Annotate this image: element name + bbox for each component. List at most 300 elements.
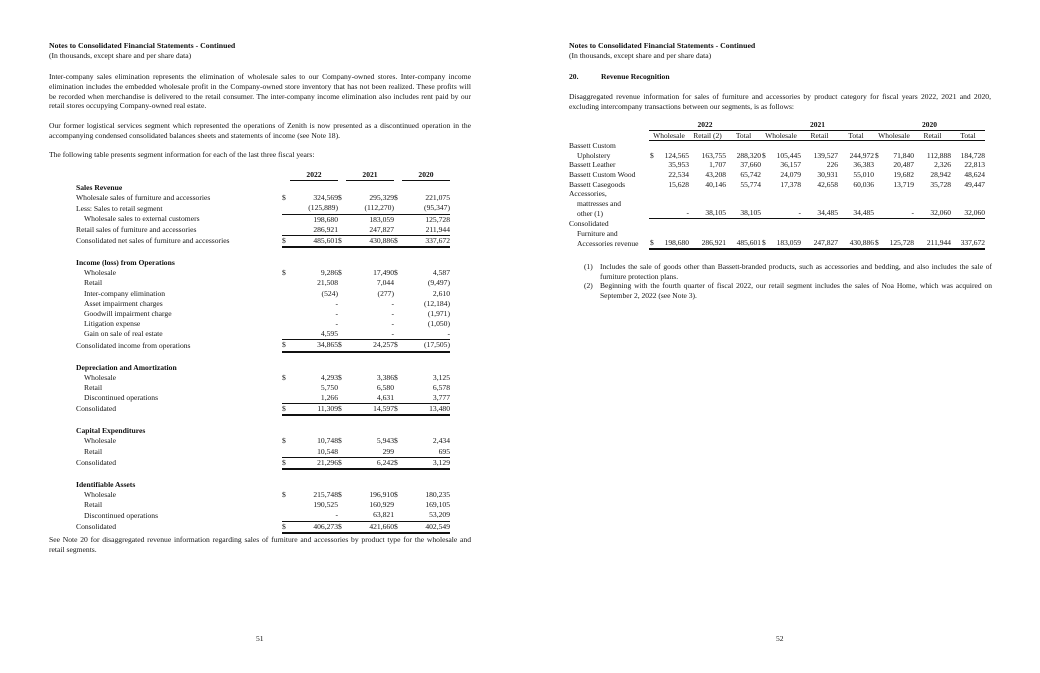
table-row <box>569 180 985 190</box>
table-row <box>569 141 985 151</box>
dollar-sign <box>338 383 346 393</box>
dollar-sign <box>282 447 290 458</box>
table-row <box>76 340 450 352</box>
table-row <box>76 235 450 247</box>
value-text: 430,886 <box>849 238 874 248</box>
dollar-sign <box>394 393 402 404</box>
column-header: Wholesale <box>874 130 914 141</box>
cell-value: (112,270) <box>346 203 394 214</box>
dollar-sign: $ <box>338 235 346 247</box>
section-heading: Identifiable Assets <box>76 479 136 489</box>
dollar-sign <box>282 329 290 340</box>
row-label: Retail <box>84 500 103 510</box>
section-title: Revenue Recognition <box>601 72 670 81</box>
value-text: 34,485 <box>817 208 838 218</box>
dollar-sign <box>282 510 290 521</box>
year-group-header: 2020 <box>874 120 985 130</box>
dollar-sign <box>394 214 402 225</box>
value-text: 163,755 <box>701 150 726 160</box>
cell-value: 198,680 <box>313 214 338 224</box>
value-text: 125,728 <box>889 238 914 248</box>
cell-value <box>761 160 801 170</box>
table-row <box>76 393 450 404</box>
value-text: 112,888 <box>926 150 951 160</box>
dollar-sign <box>338 329 346 340</box>
year-group-header: 2022 <box>649 120 761 130</box>
cell-value: 211,944 <box>402 225 450 236</box>
cell-value: 3,386 <box>376 372 394 382</box>
dollar-sign <box>394 447 402 458</box>
cell-value <box>874 208 914 218</box>
column-header: Total <box>951 130 985 141</box>
cell-value: 421,660 <box>346 521 394 533</box>
cell-value: 299 <box>346 447 394 458</box>
table-row <box>76 203 450 214</box>
table-row <box>569 229 985 239</box>
value-text: 60,036 <box>853 179 874 189</box>
value-text: 35,953 <box>668 160 689 170</box>
footnote-text: Beginning with the fourth quarter of fiscal 2022, our retail segment includes the sales of Noa Home, which was acquired on September 2, 2022 (see Note 3). <box>600 281 992 300</box>
cell-value <box>761 151 801 161</box>
table-row <box>76 299 450 309</box>
cell-value: - <box>290 510 338 521</box>
cell-value <box>838 208 874 218</box>
dollar-sign <box>338 299 346 309</box>
value-text: 13,719 <box>893 179 914 189</box>
row-label: Upholstery <box>577 150 611 160</box>
cell-value <box>726 208 761 218</box>
cell-value <box>649 180 689 190</box>
dollar-sign: $ <box>282 193 286 203</box>
cell-value: 6,580 <box>376 382 394 392</box>
cell-value <box>649 208 689 218</box>
year-group-row <box>569 120 985 130</box>
cell-value <box>801 151 838 161</box>
cell-value <box>801 170 838 180</box>
table-row <box>569 218 985 228</box>
row-label: Asset impairment charges <box>84 298 163 308</box>
cell-value: 6,578 <box>432 382 450 392</box>
table-row <box>76 490 450 500</box>
value-text: 247,827 <box>813 238 838 248</box>
cell-value <box>801 180 838 190</box>
dollar-sign: $ <box>762 238 766 248</box>
section-number: 20. <box>569 72 579 81</box>
dollar-sign: $ <box>282 404 290 416</box>
table-row <box>76 309 450 319</box>
year-header: 2021 <box>346 170 394 181</box>
dollar-sign <box>394 500 402 510</box>
cell-value <box>951 238 985 249</box>
cell-value: (1,971) <box>427 308 450 318</box>
cell-value <box>838 238 874 249</box>
cell-value: 24,257 <box>346 340 394 352</box>
cell-value: 4,631 <box>346 393 394 404</box>
footnote <box>584 281 992 300</box>
cell-value: 3,125 <box>432 372 450 382</box>
table-row <box>76 278 450 288</box>
cell-value <box>951 151 985 161</box>
table-row <box>76 457 450 469</box>
cell-value <box>726 160 761 170</box>
cell-value <box>951 170 985 180</box>
cell-value <box>914 180 951 190</box>
dollar-sign <box>338 447 346 458</box>
value-text: 19,682 <box>893 169 914 179</box>
value-text: 183,059 <box>776 238 801 248</box>
row-label: other (1) <box>577 208 604 218</box>
cell-value <box>914 238 951 249</box>
cell-value: - <box>391 308 394 318</box>
table-row <box>569 238 985 249</box>
column-header-row <box>569 130 985 141</box>
cell-value <box>761 208 801 218</box>
cell-value <box>726 170 761 180</box>
value-text: 1,707 <box>709 160 726 170</box>
cell-value <box>761 170 801 180</box>
dollar-sign: $ <box>338 457 346 469</box>
cell-value <box>801 160 838 170</box>
page-right <box>520 0 1040 673</box>
cell-value <box>761 180 801 190</box>
table-row <box>76 225 450 236</box>
row-label: Discontinued operations <box>84 393 159 403</box>
dollar-sign <box>338 510 346 521</box>
row-label: Retail <box>84 278 103 288</box>
dollar-sign: $ <box>650 150 654 160</box>
column-header: Total <box>838 130 874 141</box>
table-row <box>76 319 450 329</box>
dollar-sign <box>282 319 290 329</box>
value-text: 38,105 <box>740 208 761 218</box>
cell-value <box>911 208 951 218</box>
dollar-sign <box>394 278 402 288</box>
dollar-sign <box>282 309 290 319</box>
row-label: Wholesale <box>84 372 117 382</box>
row-label: Inter-company elimination <box>84 288 166 298</box>
cell-value: (12,184) <box>424 298 450 308</box>
footnote <box>584 262 992 281</box>
cell-value: 485,601 <box>290 235 338 247</box>
dollar-sign: $ <box>394 340 402 352</box>
cell-value: 21,296 <box>290 457 338 469</box>
cell-value: 10,548 <box>290 447 338 458</box>
value-text: 38,105 <box>705 208 726 218</box>
table-row <box>76 404 450 416</box>
row-label: Bassett Casegoods <box>569 179 626 189</box>
left-paragraph-4: See Note 20 for disaggregated revenue information regarding sales of furniture and accessories by product type for the wholesale and retail segments. <box>49 535 471 554</box>
dollar-sign: $ <box>394 235 402 247</box>
table-row <box>569 208 985 218</box>
table-row <box>569 189 985 199</box>
table-row <box>76 289 450 299</box>
left-header-subtitle: (In thousands, except share and per share data) <box>49 51 192 60</box>
dollar-sign <box>282 225 290 236</box>
value-text: 65,742 <box>740 169 761 179</box>
dollar-sign: $ <box>394 436 398 446</box>
right-intro: Disaggregated revenue information for sales of furniture and accessories by product category for fiscal years 2022, 2021 and 2020, excluding intercompany transactions between our segments, is as follows: <box>569 92 991 111</box>
cell-value: 13,480 <box>402 404 450 416</box>
right-page-number: 52 <box>776 634 784 643</box>
dollar-sign <box>282 214 290 225</box>
cell-value <box>838 180 874 190</box>
cell-value: 286,921 <box>290 225 338 236</box>
cell-value: 430,886 <box>346 235 394 247</box>
row-label: Wholesale <box>84 490 117 500</box>
cell-value: 295,329 <box>369 193 394 203</box>
dollar-sign <box>338 278 346 288</box>
cell-value <box>726 180 761 190</box>
segment-table <box>76 170 450 534</box>
cell-value <box>649 151 689 161</box>
cell-value <box>874 151 914 161</box>
row-label: Consolidated <box>76 404 117 414</box>
row-label: Litigation expense <box>84 319 141 329</box>
dollar-sign <box>394 289 402 299</box>
value-text: 30,931 <box>817 169 838 179</box>
cell-value: (125,889) <box>290 203 338 214</box>
section-heading: Capital Expenditures <box>76 426 146 436</box>
dollar-sign <box>394 225 402 236</box>
cell-value: (95,347) <box>402 203 450 214</box>
cell-value: - <box>346 329 394 340</box>
year-header: 2020 <box>402 170 450 181</box>
cell-value: 2,610 <box>432 288 450 298</box>
row-label: Retail <box>84 382 103 392</box>
cell-value <box>726 238 761 249</box>
dollar-sign <box>394 383 402 393</box>
dollar-sign <box>338 214 346 225</box>
cell-value: 9,286 <box>320 268 338 278</box>
value-text: 22,534 <box>668 169 689 179</box>
table-row <box>76 383 450 393</box>
cell-value <box>801 238 838 249</box>
cell-value: - <box>391 298 394 308</box>
row-label: Consolidated <box>76 458 117 467</box>
cell-value: 169,105 <box>425 500 450 510</box>
dollar-sign: $ <box>282 436 286 446</box>
section-heading: Income (loss) from Operations <box>76 258 175 268</box>
cell-value <box>649 238 689 249</box>
value-text: 20,487 <box>893 160 914 170</box>
cell-value: 3,129 <box>402 457 450 469</box>
table-row <box>569 160 985 170</box>
dollar-sign: $ <box>394 490 398 500</box>
row-label: Retail sales of furniture and accessories <box>76 225 197 235</box>
table-row <box>76 510 450 521</box>
cell-value: 406,273 <box>290 521 338 533</box>
dollar-sign: $ <box>394 193 398 203</box>
cell-value: - <box>335 308 338 318</box>
value-text: 124,565 <box>664 150 689 160</box>
value-text: 43,208 <box>705 169 726 179</box>
dollar-sign: $ <box>394 457 402 469</box>
footnote-text: Includes the sale of goods other than Bassett-branded products, such as accessories and bedding, and also includes the sale of furniture protection plans. <box>600 262 992 281</box>
row-label: Retail <box>84 446 103 456</box>
cell-value: 4,587 <box>432 268 450 278</box>
row-label: Bassett Custom Wood <box>569 169 636 179</box>
column-header: Total <box>726 130 761 141</box>
table-row <box>76 193 450 203</box>
cell-value <box>798 208 838 218</box>
cell-value: - <box>402 329 450 340</box>
left-paragraph-1: Inter-company sales elimination represents the elimination of wholesale sales to our Company-owned stores. Inter-company income elimination includes the embedded wholesale profit in the Company-owned store inventory that has not been realized. These profits will be recorded when merchandise is delivered to the retail consumer. The inter-company income elimination also includes rent paid by our retail stores occupying Company-owned real estate. <box>49 72 471 111</box>
section-heading: Sales Revenue <box>76 183 123 193</box>
row-label: Less: Sales to retail segment <box>76 203 163 213</box>
value-text: 485,601 <box>736 238 761 248</box>
value-text: 139,527 <box>813 150 838 160</box>
value-text: 211,944 <box>926 238 951 248</box>
revenue-table <box>569 120 985 250</box>
dollar-sign <box>282 383 290 393</box>
dollar-sign <box>282 203 290 214</box>
value-text: 337,672 <box>960 238 985 248</box>
row-label: Wholesale <box>84 436 117 446</box>
cell-value: 2,434 <box>432 436 450 446</box>
column-header: Retail <box>914 130 951 141</box>
value-text: 55,774 <box>740 179 761 189</box>
value-text: 24,079 <box>780 169 801 179</box>
cell-value: 215,748 <box>313 490 338 500</box>
cell-value: 5,943 <box>376 436 394 446</box>
row-label: Gain on sale of real estate <box>84 329 163 339</box>
year-group-header: 2021 <box>761 120 874 130</box>
cell-value <box>874 160 914 170</box>
cell-value <box>874 238 914 249</box>
cell-value <box>951 180 985 190</box>
left-paragraph-2: Our former logistical services segment which represented the operations of Zenith is now presented as a discontinued operation in the accompanying condensed consolidated balances sheets and statements of income (see Note 18). <box>49 121 471 140</box>
cell-value <box>649 160 689 170</box>
row-label: Bassett Custom <box>569 140 616 150</box>
cell-value <box>689 170 726 180</box>
footnote-mark: (2) <box>584 281 593 291</box>
cell-value: 247,827 <box>346 225 394 236</box>
row-label: Furniture and <box>577 228 618 238</box>
section-heading-row <box>76 258 450 268</box>
dollar-sign: $ <box>282 268 286 278</box>
dollar-sign: $ <box>650 238 654 248</box>
section-heading-row <box>76 183 450 193</box>
dollar-sign: $ <box>282 372 286 382</box>
value-text: 32,060 <box>964 208 985 218</box>
section-heading-row <box>76 426 450 436</box>
cell-value: (277) <box>377 288 394 298</box>
column-header: Retail (2) <box>689 130 726 141</box>
dollar-sign <box>282 278 290 288</box>
right-header-title: Notes to Consolidated Financial Statements - Continued <box>569 41 756 50</box>
row-label: mattresses and <box>577 198 621 208</box>
section-heading-row <box>76 480 450 490</box>
cell-value: 221,075 <box>425 193 450 203</box>
cell-value: 11,309 <box>290 404 338 416</box>
value-text: 28,942 <box>930 169 951 179</box>
row-label: Goodwill impairment charge <box>84 308 172 318</box>
dollar-sign <box>282 393 290 404</box>
cell-value: 190,525 <box>313 500 338 510</box>
dollar-sign <box>394 329 402 340</box>
value-text: 35,728 <box>930 179 951 189</box>
cell-value <box>689 180 726 190</box>
section-heading-row <box>76 363 450 373</box>
cell-value <box>649 170 689 180</box>
cell-value: (524) <box>321 288 338 298</box>
table-row <box>569 199 985 209</box>
dollar-sign: $ <box>338 193 342 203</box>
value-text: 286,921 <box>701 238 726 248</box>
cell-value: 4,595 <box>290 329 338 340</box>
cell-value: 324,569 <box>313 193 338 203</box>
dollar-sign <box>394 203 402 214</box>
value-text: 15,628 <box>668 179 689 189</box>
dollar-sign: $ <box>282 235 290 247</box>
cell-value: 21,508 <box>317 278 338 288</box>
dollar-sign <box>394 309 402 319</box>
cell-value: - <box>335 319 338 329</box>
row-label: Consolidated income from operations <box>76 340 191 350</box>
value-text: 244,972 <box>849 150 874 160</box>
value-text: 198,680 <box>664 238 689 248</box>
dollar-sign <box>394 510 402 521</box>
dollar-sign <box>338 500 346 510</box>
value-text: 37,660 <box>740 160 761 170</box>
value-text: - <box>686 208 689 218</box>
left-header-title: Notes to Consolidated Financial Statements - Continued <box>49 41 236 50</box>
value-text: 36,383 <box>853 160 874 170</box>
left-page-number: 51 <box>256 634 264 643</box>
cell-value: 1,266 <box>290 393 338 404</box>
dollar-sign <box>338 309 346 319</box>
cell-value <box>689 238 726 249</box>
cell-value: 3,777 <box>402 393 450 404</box>
row-label: Accessories, <box>569 189 607 199</box>
row-label: Accessories revenue <box>577 238 639 248</box>
value-text: - <box>798 208 801 218</box>
table-row <box>76 268 450 278</box>
table-row <box>569 170 985 180</box>
dollar-sign: $ <box>282 521 290 533</box>
value-text: 42,658 <box>817 179 838 189</box>
column-header: Wholesale <box>649 130 689 141</box>
value-text: 184,728 <box>960 150 985 160</box>
dollar-sign: $ <box>338 490 342 500</box>
row-label: Wholesale sales of furniture and accessories <box>76 193 211 203</box>
value-text: 2,326 <box>934 160 951 170</box>
cell-value: 63,821 <box>346 510 394 521</box>
dollar-sign <box>282 299 290 309</box>
dollar-sign <box>338 393 346 404</box>
cell-value: 196,910 <box>369 490 394 500</box>
dollar-sign <box>282 500 290 510</box>
cell-value: 14,597 <box>346 404 394 416</box>
value-text: 226 <box>826 160 838 170</box>
dollar-sign: $ <box>762 150 766 160</box>
cell-value: 10,748 <box>317 436 338 446</box>
section-heading: Depreciation and Amortization <box>76 362 177 372</box>
cell-value <box>838 160 874 170</box>
row-label: Wholesale <box>84 268 117 278</box>
dollar-sign <box>394 319 402 329</box>
row-label: Wholesale sales to external customers <box>84 214 200 224</box>
dollar-sign <box>394 299 402 309</box>
dollar-sign: $ <box>875 150 879 160</box>
value-text: 71,840 <box>893 150 914 160</box>
cell-value <box>726 151 761 161</box>
year-header: 2022 <box>290 170 338 181</box>
dollar-sign: $ <box>394 372 398 382</box>
cell-value: 180,235 <box>425 490 450 500</box>
cell-value <box>951 208 985 218</box>
cell-value: (1,050) <box>427 319 450 329</box>
